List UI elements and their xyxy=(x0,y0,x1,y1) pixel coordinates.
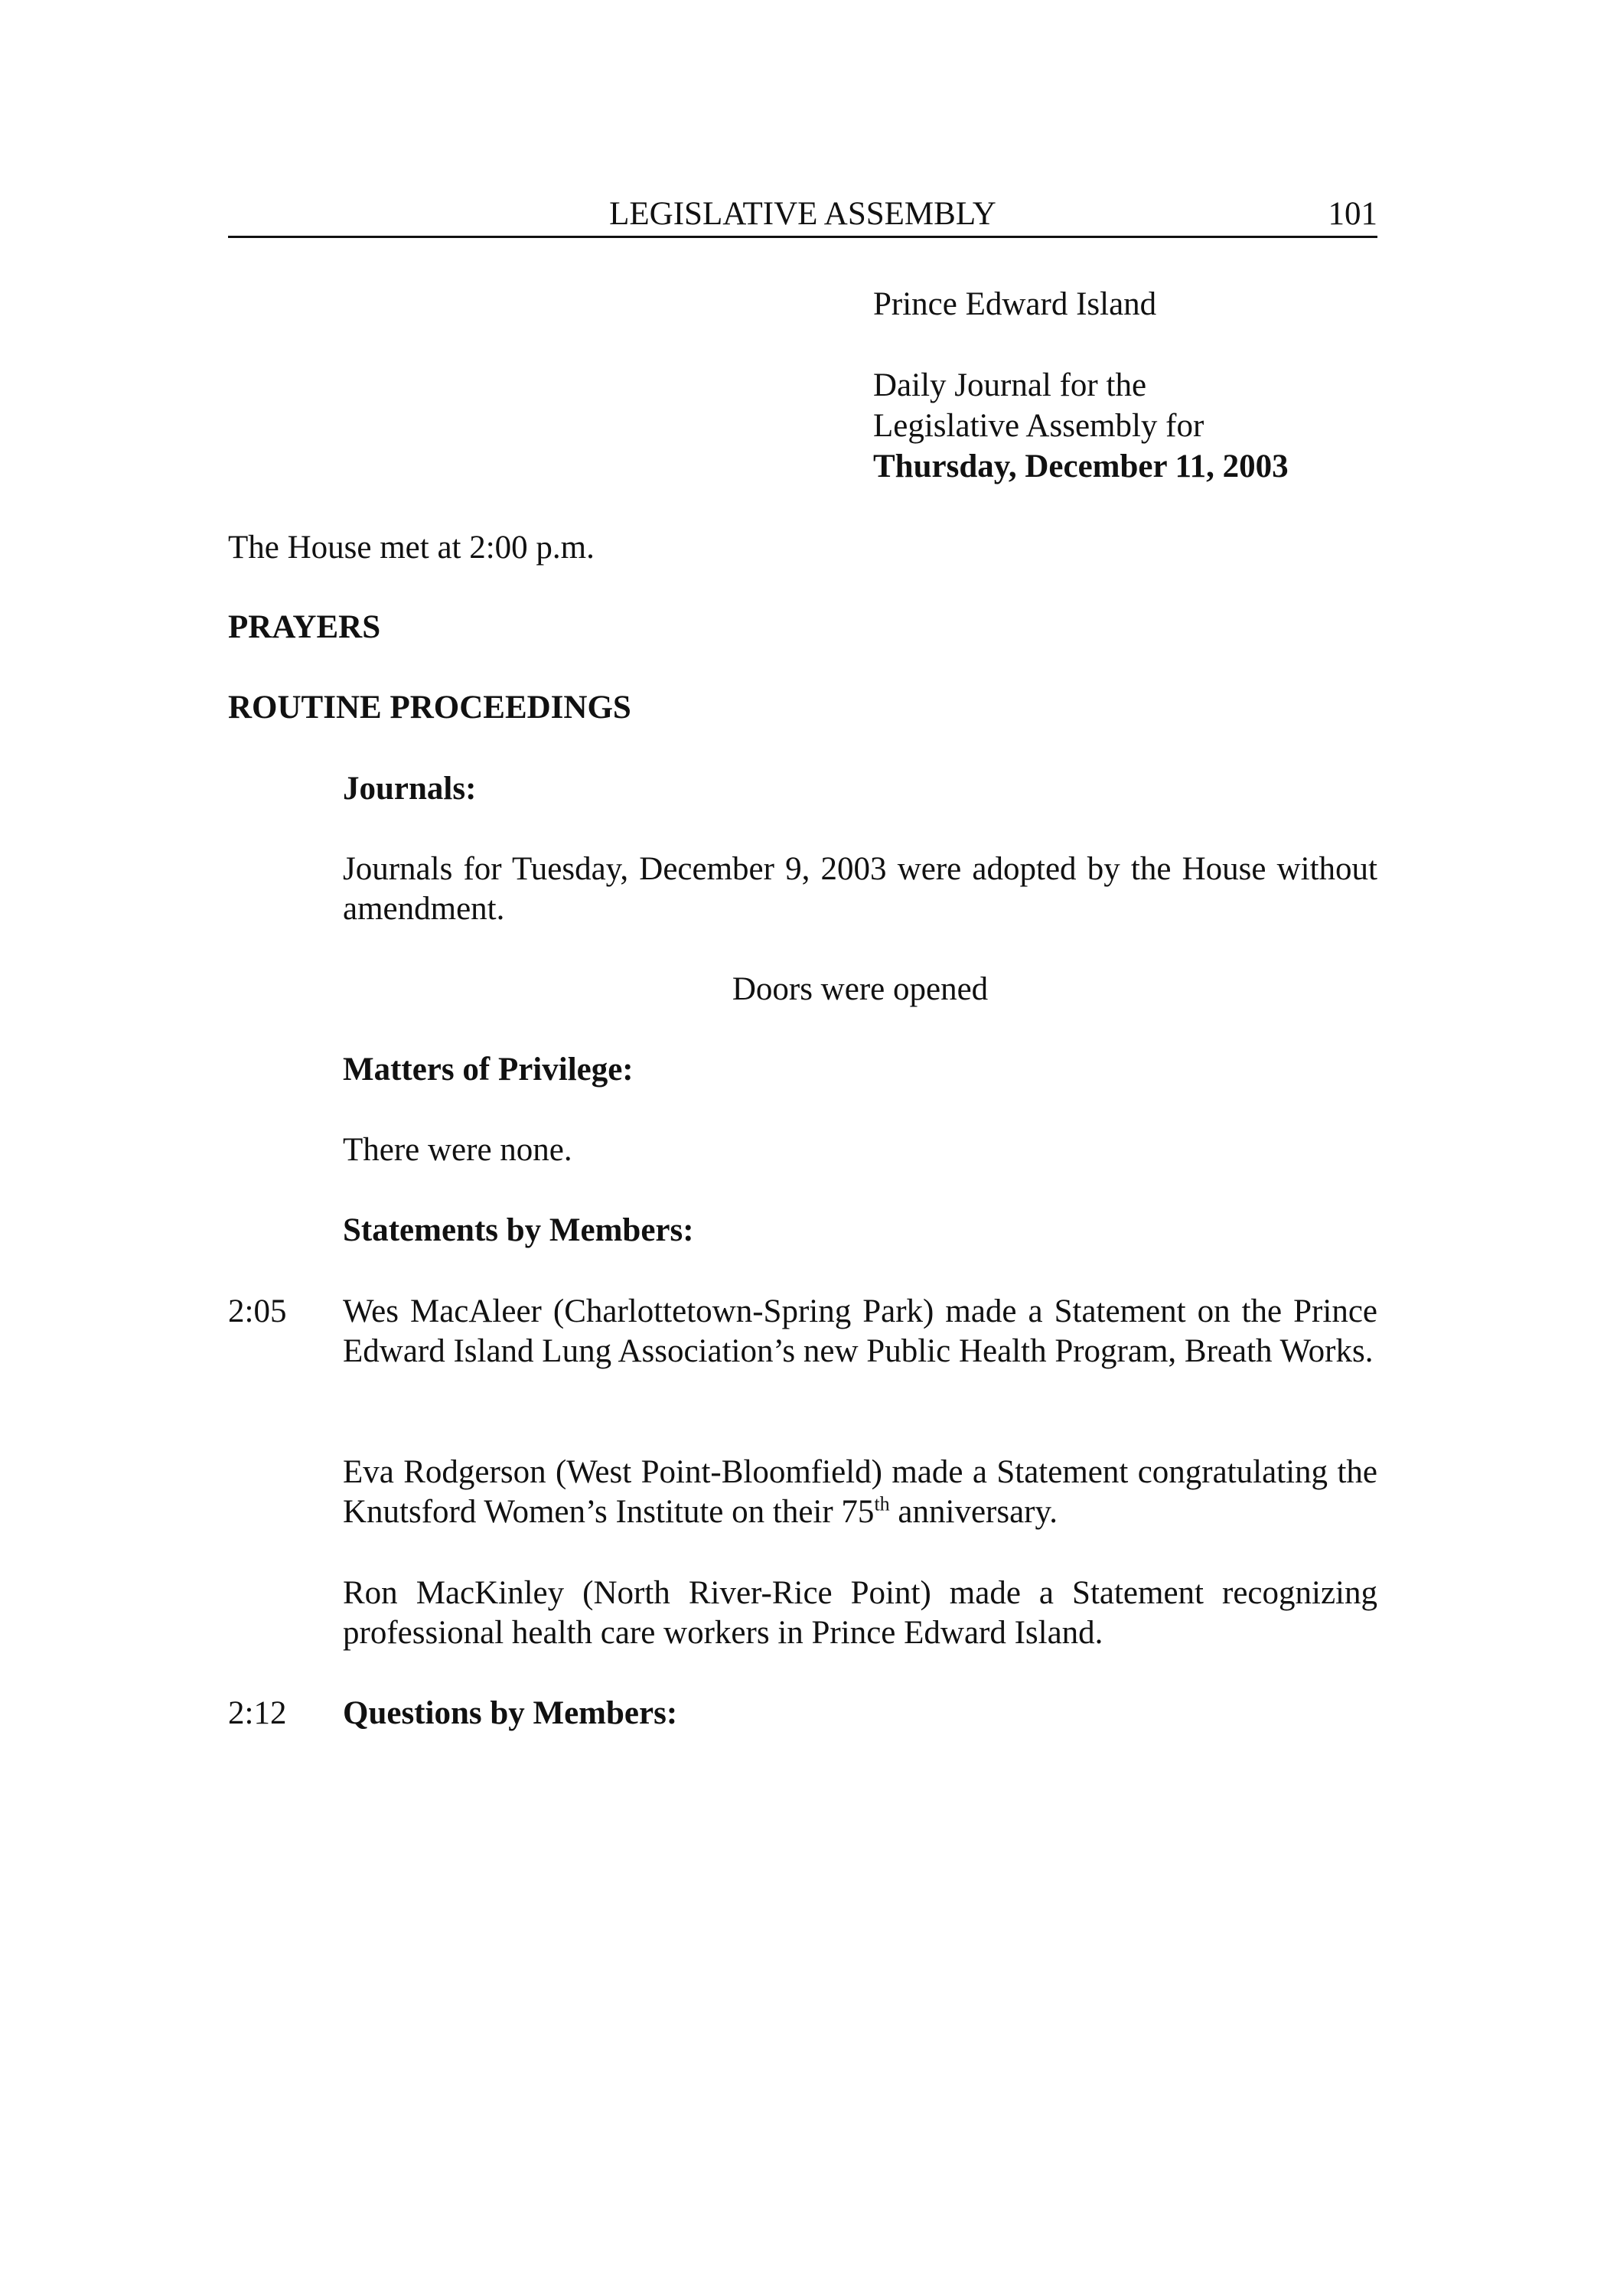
routine-proceedings-heading: ROUTINE PROCEEDINGS xyxy=(228,690,631,726)
journals-heading: Journals: xyxy=(343,771,477,807)
masthead-line-1: Daily Journal for the xyxy=(873,367,1147,403)
masthead-date: Thursday, December 11, 2003 xyxy=(873,448,1289,484)
header-rule xyxy=(228,236,1377,238)
prayers-heading: PRAYERS xyxy=(228,609,381,645)
statement-item: Wes MacAleer (Charlottetown-Spring Park) made a Statement on the Prince Edward Island Lung Association’s new Public Health Program, Breath Works. xyxy=(343,1293,1377,1369)
masthead-province: Prince Edward Island xyxy=(873,286,1157,322)
page-number: 101 xyxy=(1328,196,1377,232)
questions-time: 2:12 xyxy=(228,1695,287,1731)
ordinal-suffix: th xyxy=(874,1492,890,1515)
questions-heading: Questions by Members: xyxy=(343,1695,678,1731)
statement-text: Eva Rodgerson (West Point-Bloomfield) made a Statement congratulating the Knutsford Women’s Institute on their 75 xyxy=(343,1454,1377,1530)
statement-item xyxy=(343,1453,1377,1532)
opening-line: The House met at 2:00 p.m. xyxy=(228,530,595,566)
journals-text: Journals for Tuesday, December 9, 2003 were adopted by the House without amendment. xyxy=(343,851,1377,927)
running-header-title: LEGISLATIVE ASSEMBLY xyxy=(609,196,996,232)
doors-opened-text: Doors were opened xyxy=(732,971,989,1007)
masthead-line-2: Legislative Assembly for xyxy=(873,408,1204,444)
privilege-heading: Matters of Privilege: xyxy=(343,1052,634,1088)
statements-heading: Statements by Members: xyxy=(343,1212,694,1248)
statement-item: Ron MacKinley (North River-Rice Point) made a Statement recognizing professional health care workers in Prince Edward Island. xyxy=(343,1575,1377,1651)
statement-text-end: anniversary. xyxy=(889,1494,1058,1530)
statements-time: 2:05 xyxy=(228,1293,287,1329)
privilege-text: There were none. xyxy=(343,1132,572,1168)
